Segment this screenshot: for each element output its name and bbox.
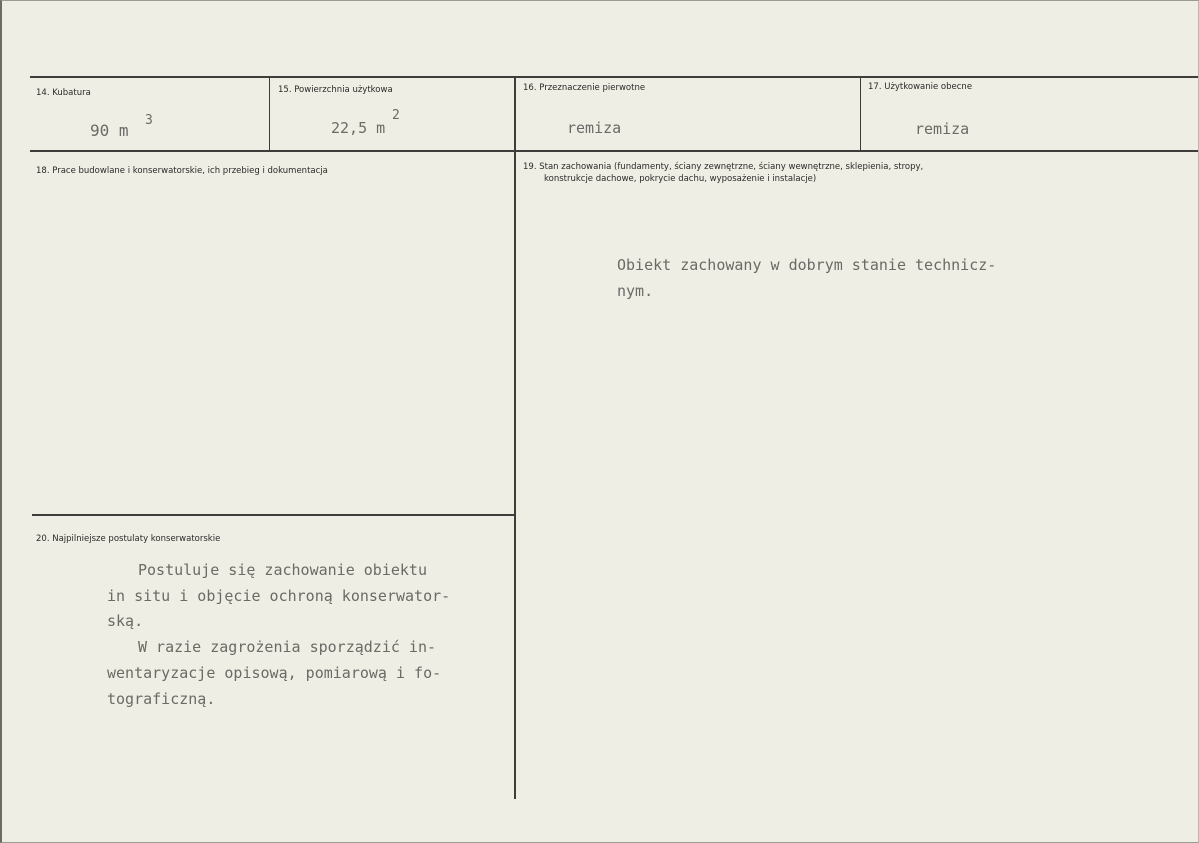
field-15-value: 22,5 m: [331, 119, 386, 137]
row-divider-line: [30, 150, 1199, 152]
field-19-text-line-2: nym.: [617, 282, 654, 300]
field-19-label-line-1: 19. Stan zachowania (fundamenty, ściany zewnętrzne, ściany wewnętrzne, sklepienia, stropy,: [523, 162, 924, 172]
top-border-line: [30, 76, 1199, 78]
field-14-value: 90 m: [90, 121, 129, 140]
field-17-value: remiza: [915, 120, 970, 138]
column-divider-2: [514, 77, 516, 799]
column-divider-3: [860, 77, 861, 151]
field-20-line-4: W razie zagrożenia sporządzić in-: [138, 638, 437, 656]
field-20-label: 20. Najpilniejsze postulaty konserwatorskie: [36, 534, 221, 544]
field-20-line-6: tograficzną.: [107, 690, 216, 708]
section-divider-line: [32, 514, 516, 516]
field-14-label: 14. Kubatura: [36, 88, 91, 98]
field-20-line-1: Postuluje się zachowanie obiektu: [138, 561, 427, 579]
field-19-text-line-1: Obiekt zachowany w dobrym stanie technicz-: [617, 256, 997, 274]
field-18-label: 18. Prace budowlane i konserwatorskie, ich przebieg i dokumentacja: [36, 166, 328, 176]
field-20-line-5: wentaryzacje opisową, pomiarową i fo-: [107, 664, 442, 682]
field-20-line-3: ską.: [107, 612, 144, 630]
column-divider-1: [269, 77, 270, 151]
field-16-value: remiza: [567, 119, 622, 137]
field-15-label: 15. Powierzchnia użytkowa: [278, 85, 393, 95]
field-19-label-line-2: konstrukcje dachowe, pokrycie dachu, wyposażenie i instalacje): [544, 174, 817, 184]
field-17-label: 17. Użytkowanie obecne: [868, 82, 973, 92]
field-16-label: 16. Przeznaczenie pierwotne: [523, 83, 646, 93]
field-15-superscript: 2: [392, 108, 400, 123]
field-20-line-2: in situ i objęcie ochroną konserwator-: [107, 587, 451, 605]
field-14-superscript: 3: [145, 113, 153, 128]
